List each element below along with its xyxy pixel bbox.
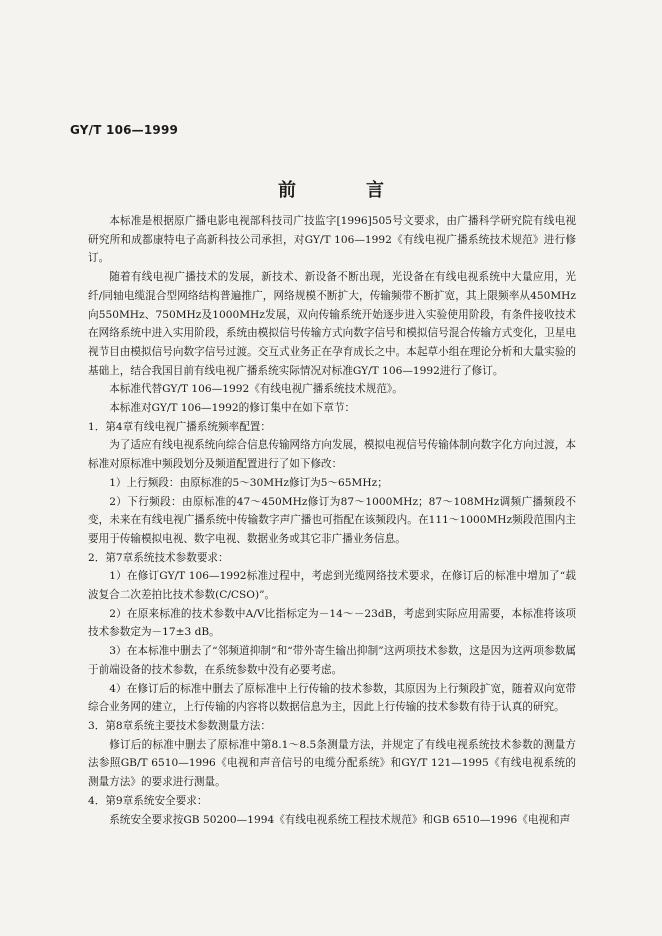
list-item: 2）在原来标准的技术参数中A/V比指标定为－14～－23dB，考虑到实际应用需要，本标准将该项技术参数定为－17±3 dB。 [88,607,576,639]
section-heading: 1．第4章有线电视广播系统频率配置： [88,420,271,433]
list-item: 3）在本标准中删去了“邻频道抑制”和“带外寄生输出抑制”这两项技术参数，这是因为这两项参数属于前端设备的技术参数，在系统参数中没有必要考虑。 [88,645,576,676]
document-body [88,212,576,829]
paragraph: 本标准对GY/T 106—1992的修订集中在如下章节： [109,402,356,415]
list-item: 1）上行频段：由原标准的5～30MHz修订为5～65MHz； [109,476,388,489]
standard-number: GY/T 106—1999 [70,123,179,137]
paragraph: 本标准是根据原广播电影电视部科技司广技监字[1996]505号文要求，由广播科学研究院有线电视研究所和成都康特电子高新科技公司承担，对GY/T 106—1992《有线电视广播系统技术规范》进行修订。 [88,215,576,265]
paragraph: 修订后的标准中删去了原标准中第8.1～8.5条测量方法，并规定了有线电视系统技术参数的测量方法参照GB/T 6510—1996《电视和声音信号的电缆分配系统》和GY/T 121—1995《有线电视系统的测量方法》的要求进行测量。 [88,738,576,789]
section-heading: 2．第7章系统技术参数要求： [88,551,229,564]
list-item: 1）在修订GY/T 106—1992标准过程中，考虑到光缆网络技术要求，在修订后的标准中增加了“载波复合二次差拍比技术参数(C/CSO)”。 [88,570,576,602]
paragraph: 随着有线电视广播技术的发展，新技术、新设备不断出现，光设备在有线电视系统中大量应用，光纤/同轴电缆混合型网络结构普遍推广，网络规模不断扩大，传输频带不断扩宽，其上限频率从450MHz向550MHz、750MHz及1000MHz发展，双向传输系统开始逐步进入实验使用阶段，有条件接收技术在网络系统中进入实用阶段，系统由模拟信号传输方式向数字信号和模拟信号混合传输方式变化，卫星电视节目由模拟信号向数字信号过渡。交互式业务正在孕育成长之中。本起草小组在理论分析和大量实验的基础上，结合我国目前有线电视广播系统实际情况对标准GY/T 106—1992进行了修订。 [88,271,576,377]
paragraph: 为了适应有线电视系统向综合信息传输网络方向发展，模拟电视信号传输体制向数字化方向过渡，本标准对原标准中频段划分及频道配置进行了如下修改： [88,439,576,471]
page-title: 前 言 [278,180,410,201]
section-heading: 4．第9章系统安全要求： [88,794,208,807]
list-item: 2）下行频段：由原标准的47～450MHz修订为87～1000MHz；87～108MHz调频广播频段不变，未来在有线电视广播系统中传输数字声广播也可指配在该频段内。在111～1000MHz频段范围内主要用于传输模拟电视、数字电视、数据业务或其它非广播业务信息。 [88,495,576,545]
list-item: 4）在修订后的标准中删去了原标准中上行传输的技术参数，其原因为上行频段扩宽，随着双向宽带综合业务网的建立，上行传输的内容将以数据信息为主，因此上行传输的技术参数有待于认真的研究。 [88,682,576,714]
paragraph: 系统安全要求按GB 50200—1994《有线电视系统工程技术规范》和GB 6510—1996《电视和声 [109,813,571,826]
paragraph: 本标准代替GY/T 106—1992《有线电视广播系统技术规范》。 [109,383,403,396]
section-heading: 3．第8章系统主要技术参数测量方法： [88,719,271,732]
